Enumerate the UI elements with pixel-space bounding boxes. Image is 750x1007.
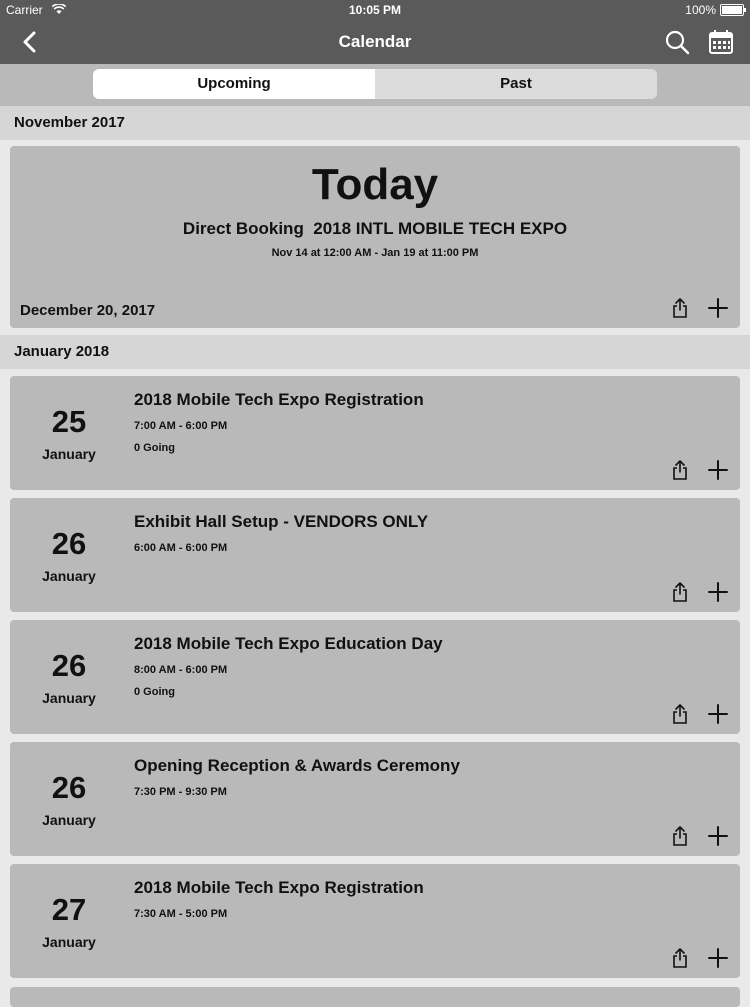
event-day: 26 — [51, 770, 87, 805]
event-title: Exhibit Hall Setup - VENDORS ONLY — [134, 512, 429, 531]
event-card[interactable] — [10, 864, 740, 978]
add-icon[interactable] — [708, 704, 728, 724]
battery-icon — [720, 4, 744, 16]
tab-past[interactable]: Past — [375, 69, 657, 99]
search-icon[interactable] — [664, 29, 690, 55]
battery-indicator — [685, 3, 744, 17]
add-icon[interactable] — [708, 582, 728, 602]
event-month: January — [42, 568, 96, 584]
section-header-january: January 2018 — [0, 335, 750, 369]
event-title: 2018 Mobile Tech Expo Registration — [134, 878, 424, 897]
nav-bar — [0, 20, 750, 64]
tab-upcoming[interactable]: Upcoming — [93, 69, 375, 99]
event-month: January — [42, 812, 96, 828]
event-time: 7:30 PM - 9:30 PM — [134, 786, 227, 798]
event-time: 8:00 AM - 6:00 PM — [134, 664, 228, 676]
event-title: 2018 Mobile Tech Expo Education Day — [134, 634, 443, 653]
event-month: January — [42, 934, 96, 950]
status-bar — [0, 0, 750, 20]
carrier-label: Carrier — [6, 3, 43, 17]
event-card-partial[interactable] — [10, 987, 740, 1007]
segmented-control — [93, 69, 657, 99]
event-title: Opening Reception & Awards Ceremony — [134, 756, 460, 775]
today-event-title: Direct Booking 2018 INTL MOBILE TECH EXPO — [182, 219, 568, 238]
today-card[interactable] — [10, 146, 740, 328]
event-day: 27 — [51, 892, 87, 927]
event-title: 2018 Mobile Tech Expo Registration — [134, 390, 424, 409]
event-card[interactable] — [10, 376, 740, 490]
event-card[interactable] — [10, 742, 740, 856]
share-icon[interactable] — [672, 948, 688, 968]
event-date-block — [10, 742, 128, 856]
event-card[interactable] — [10, 620, 740, 734]
add-icon[interactable] — [708, 826, 728, 846]
event-month: January — [42, 446, 96, 462]
today-date: December 20, 2017 — [20, 302, 156, 319]
share-icon[interactable] — [672, 582, 688, 602]
today-event-time: Nov 14 at 12:00 AM - Jan 19 at 11:00 PM — [271, 247, 479, 259]
event-date-block — [10, 498, 128, 612]
event-card[interactable] — [10, 498, 740, 612]
add-icon[interactable] — [708, 948, 728, 968]
event-time: 7:30 AM - 5:00 PM — [134, 908, 228, 920]
event-day: 25 — [51, 404, 87, 439]
event-time: 6:00 AM - 6:00 PM — [134, 542, 228, 554]
calendar-icon[interactable] — [708, 29, 734, 55]
battery-percent: 100% — [685, 3, 716, 17]
today-heading: Today — [311, 160, 439, 209]
page-title: Calendar — [338, 32, 412, 51]
event-month: January — [42, 690, 96, 706]
event-date-block — [10, 376, 128, 490]
event-date-block — [10, 864, 128, 978]
event-date-block — [10, 620, 128, 734]
event-day: 26 — [51, 526, 87, 561]
event-time: 7:00 AM - 6:00 PM — [134, 420, 228, 432]
event-going-count: 0 Going — [134, 442, 175, 454]
add-icon[interactable] — [708, 298, 728, 318]
event-going-count: 0 Going — [134, 686, 175, 698]
section-header-november: November 2017 — [0, 106, 750, 140]
clock-label: 10:05 PM — [348, 3, 402, 17]
add-icon[interactable] — [708, 460, 728, 480]
share-icon[interactable] — [672, 298, 688, 318]
segment-bar — [0, 64, 750, 106]
share-icon[interactable] — [672, 826, 688, 846]
share-icon[interactable] — [672, 704, 688, 724]
share-icon[interactable] — [672, 460, 688, 480]
event-day: 26 — [51, 648, 87, 683]
